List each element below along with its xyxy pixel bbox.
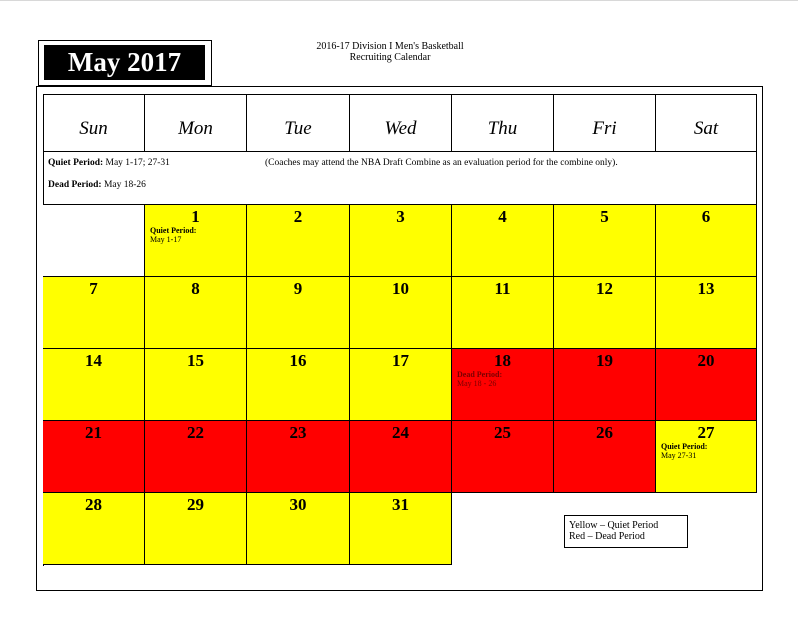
day-cell-31: [350, 493, 452, 565]
day-number: 30: [289, 495, 307, 514]
dead-period-dates: May 18-26: [103, 180, 146, 190]
day-period-note-label: Dead Period:: [457, 370, 503, 379]
day-period-note-label: Quiet Period:: [661, 442, 708, 451]
day-number: 24: [392, 423, 409, 442]
day-number: 21: [85, 423, 102, 442]
day-period-note-label: Quiet Period:: [150, 226, 197, 235]
day-number: 28: [85, 495, 102, 514]
day-cell-9: [247, 277, 350, 349]
day-cell-24: [350, 421, 452, 493]
day-number: 22: [187, 423, 204, 442]
day-cell-1: [145, 205, 247, 277]
day-number: 11: [494, 279, 511, 298]
day-cell-25: [452, 421, 554, 493]
day-cell-14: [43, 349, 145, 421]
day-number: 19: [596, 351, 613, 370]
day-cell-17: [350, 349, 452, 421]
day-cell-21: [43, 421, 145, 493]
quiet-period-dates: May 1-17; 27-31: [105, 158, 170, 168]
period-info-row: [43, 152, 757, 205]
day-number: 10: [392, 279, 409, 298]
dead-period-info: [48, 180, 146, 190]
calendar-grid: [43, 94, 757, 566]
day-number: 17: [392, 351, 409, 370]
day-cell-19: [554, 349, 656, 421]
day-cell-4: [452, 205, 554, 277]
day-number: 15: [187, 351, 204, 370]
day-cell-11: [452, 277, 554, 349]
quiet-period-info: [48, 158, 170, 168]
weekday-header-sun: Sun: [43, 94, 145, 152]
day-period-note: [452, 370, 553, 388]
weekday-header-tue: Tue: [247, 94, 350, 152]
day-number: 14: [85, 351, 102, 370]
day-cell-26: [554, 421, 656, 493]
top-divider: [0, 0, 798, 1]
weekday-header-mon: Mon: [145, 94, 247, 152]
day-number: 31: [392, 495, 409, 514]
document-title-line-1: 2016-17 Division I Men's Basketball: [316, 41, 464, 52]
day-number: 20: [697, 351, 715, 370]
day-number: 8: [191, 279, 200, 298]
day-period-note-dates: May 1-17: [150, 235, 182, 244]
weekday-header-thu: Thu: [452, 94, 554, 152]
weekday-header-sat: Sat: [656, 94, 757, 152]
day-cell-29: [145, 493, 247, 565]
day-cell-20: [656, 349, 757, 421]
day-number: 9: [293, 279, 303, 298]
day-number: 12: [596, 279, 613, 298]
day-number: 4: [498, 207, 507, 226]
day-number: 16: [289, 351, 307, 370]
day-cell-7: [43, 277, 145, 349]
empty-day-cell: [43, 205, 145, 277]
day-cell-30: [247, 493, 350, 565]
day-cell-5: [554, 205, 656, 277]
day-period-note: [145, 226, 246, 244]
month-label: May 2017: [44, 45, 205, 80]
day-number: 6: [701, 207, 711, 226]
weekday-header-fri: Fri: [554, 94, 656, 152]
document-title: [290, 41, 490, 63]
day-number: 26: [596, 423, 613, 442]
legend-dead: Red – Dead Period: [569, 531, 645, 542]
day-period-note-dates: May 27-31: [661, 451, 697, 460]
day-cell-6: [656, 205, 757, 277]
month-label-box: [38, 40, 212, 86]
dead-period-label: Dead Period:: [48, 180, 102, 190]
day-number: 25: [494, 423, 511, 442]
day-number: 2: [293, 207, 303, 226]
color-legend: [564, 515, 688, 548]
day-number: 23: [289, 423, 307, 442]
quiet-period-label: Quiet Period:: [48, 158, 104, 168]
day-cell-16: [247, 349, 350, 421]
day-number: 29: [187, 495, 204, 514]
day-number: 7: [89, 279, 98, 298]
day-number: 18: [494, 351, 511, 370]
day-number: 13: [697, 279, 715, 298]
day-cell-18: [452, 349, 554, 421]
day-cell-13: [656, 277, 757, 349]
day-number: 27: [697, 423, 715, 442]
day-period-note: [656, 442, 756, 460]
day-cell-2: [247, 205, 350, 277]
day-cell-28: [43, 493, 145, 565]
day-cell-3: [350, 205, 452, 277]
legend-quiet: Yellow – Quiet Period: [569, 520, 659, 531]
day-cell-12: [554, 277, 656, 349]
day-number: 3: [396, 207, 405, 226]
day-cell-10: [350, 277, 452, 349]
day-cell-15: [145, 349, 247, 421]
weekday-header-wed: Wed: [350, 94, 452, 152]
day-cell-23: [247, 421, 350, 493]
combine-note: (Coaches may attend the NBA Draft Combine as an evaluation period for the combine only).: [265, 158, 618, 168]
day-cell-8: [145, 277, 247, 349]
day-period-note-dates: May 18 - 26: [457, 379, 497, 388]
document-title-line-2: Recruiting Calendar: [349, 52, 431, 63]
day-cell-22: [145, 421, 247, 493]
day-number: 5: [600, 207, 609, 226]
day-cell-27: [656, 421, 757, 493]
day-number: 1: [191, 207, 200, 226]
